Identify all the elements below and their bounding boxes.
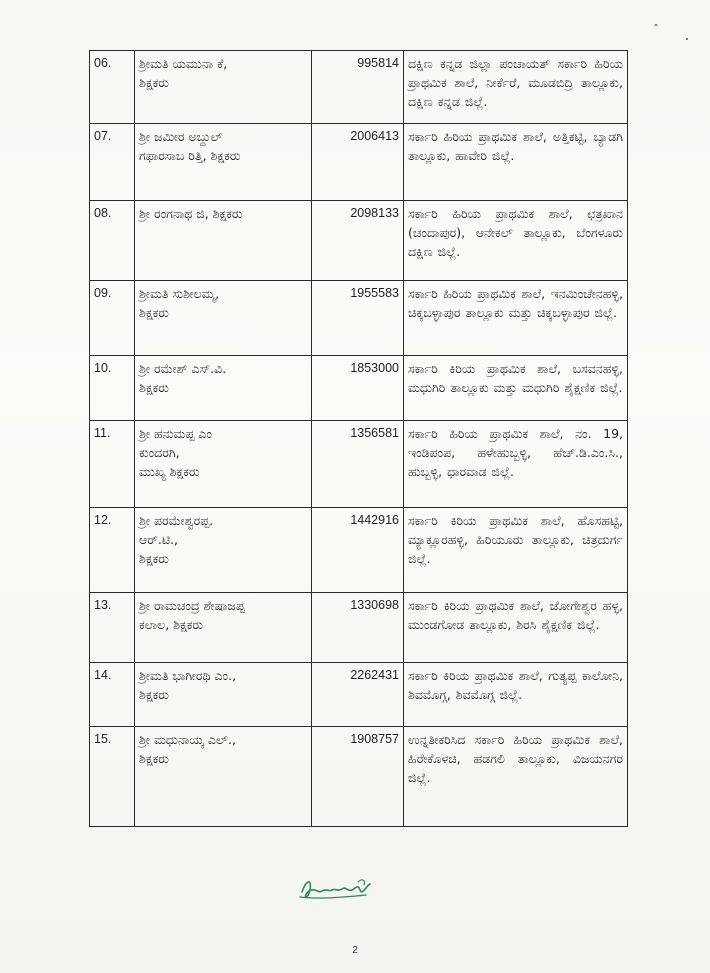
teacher-name: ಶ್ರೀ ಪರಮೇಶ್ವರಪ್ಪ. — [139, 513, 214, 528]
serial-number: 09. — [90, 281, 135, 356]
teacher-name: ಶ್ರೀ ಹನುಮಪ್ಪ ಎಂ — [139, 426, 212, 441]
teacher-id: 2098133 — [312, 201, 404, 281]
teacher-name-continued: ಆರ್.ಟಿ., — [139, 532, 178, 547]
teacher-name: ಶ್ರೀ ಮಧುನಾಯ್ಕ ಎಲ್., — [139, 732, 236, 747]
school-address: ಸರ್ಕಾರಿ ಕಿರಿಯ ಪ್ರಾಥಮಿಕ ಶಾಲೆ, ಜೋಗೇಶ್ವರ ಹಳ್ಳ, ಮುಂಡಗೋಡ ತಾಲ್ಲೂಕು, ಶಿರಸಿ ಶೈಕ್ಷಣಿಕ ಜಿಲ್ಲೆ. — [404, 593, 628, 663]
table-row — [90, 356, 628, 421]
teacher-id: 1356581 — [312, 421, 404, 508]
serial-number: 06. — [90, 51, 135, 124]
serial-number: 10. — [90, 356, 135, 421]
teacher-name-cell — [135, 663, 312, 727]
teacher-id: 1908757 — [312, 727, 404, 827]
teacher-designation: ಕಲಾಲ, ಶಿಕ್ಷಕರು — [139, 617, 204, 632]
school-address: ಉನ್ನತೀಕರಿಸಿದ ಸರ್ಕಾರಿ ಹಿರಿಯ ಪ್ರಾಥಮಿಕ ಶಾಲೆ, ಹಿರೇಕೊಳಚಿ, ಹಡಗಲಿ ತಾಲ್ಲೂಕು, ವಿಜಯನಗರ ಜಿಲ್ಲೆ. — [404, 727, 628, 827]
teacher-designation: ಶಿಕ್ಷಕರು — [139, 380, 169, 395]
page-number: 2 — [352, 945, 358, 956]
teacher-designation: ಮುಖ್ಯ ಶಿಕ್ಷಕರು — [139, 464, 200, 479]
table-row — [90, 281, 628, 356]
table-row — [90, 593, 628, 663]
school-address: ಸರ್ಕಾರಿ ಕಿರಿಯ ಪ್ರಾಥಮಿಕ ಶಾಲೆ, ಬಸವನಹಳ್ಳಿ, ಮಧುಗಿರಿ ತಾಲ್ಲೂಕು ಮತ್ತು ಮಧುಗಿರಿ ಶೈಕ್ಷಣಿಕ ಜಿಲ್ಲೆ. — [404, 356, 628, 421]
teacher-name-cell — [135, 727, 312, 827]
teacher-name: ಶ್ರೀಮತಿ ಯಮುನಾ ಕೆ, — [139, 56, 228, 71]
teacher-designation: ಶಿಕ್ಷಕರು — [139, 305, 169, 320]
school-address: ದಕ್ಷಿಣ ಕನ್ನಡ ಜಿಲ್ಲಾ ಪಂಚಾಯತ್ ಸರ್ಕಾರಿ ಹಿರಿಯ ಪ್ರಾಥಮಿಕ ಶಾಲೆ, ನೀರ್ಕೆರೆ, ಮೂಡಬಿದ್ರಿ ತಾಲ್ಲೂಕು, ದಕ್ಷಿಣ ಕನ್ನಡ ಜಿಲ್ಲೆ. — [404, 51, 628, 124]
teacher-name: ಶ್ರೀ ರಾಮಚಂದ್ರ ಶೇಷಾಜಪ್ಪ — [139, 598, 245, 613]
teacher-name-cell — [135, 51, 312, 124]
teacher-id: 1330698 — [312, 593, 404, 663]
serial-number: 13. — [90, 593, 135, 663]
teacher-designation: ಶಿಕ್ಷಕರು — [139, 551, 169, 566]
signature — [296, 872, 380, 906]
teacher-id: 2006413 — [312, 124, 404, 201]
teachers-table — [89, 50, 628, 827]
school-address: ಸರ್ಕಾರಿ ಕಿರಿಯ ಪ್ರಾಥಮಿಕ ಶಾಲೆ, ಗುತ್ಯಪ್ಪ ಕಾಲೋನಿ, ಶಿವಮೊಗ್ಗ, ಶಿವಮೊಗ್ಗ ಜಿಲ್ಲೆ. — [404, 663, 628, 727]
table-row — [90, 663, 628, 727]
teacher-name-cell — [135, 508, 312, 593]
table-row — [90, 508, 628, 593]
school-address: ಸರ್ಕಾರಿ ಹಿರಿಯ ಪ್ರಾಥಮಿಕ ಶಾಲೆ, ನಂ. 19, ಇಂಡಿಪಂಪ, ಹಳೇಹುಬ್ಬಳ್ಳಿ, ಹೆಚ್.ಡಿ.ಎಂ.ಸಿ., ಹುಬ್ಬಳ್ಳಿ, ಧಾರವಾಡ ಜಿಲ್ಲೆ. — [404, 421, 628, 508]
serial-number: 12. — [90, 508, 135, 593]
teacher-name-cell — [135, 281, 312, 356]
serial-number: 11. — [90, 421, 135, 508]
teacher-designation: ಶಿಕ್ಷಕರು — [139, 751, 169, 766]
teacher-designation: ಶಿಕ್ಷಕರು — [139, 687, 169, 702]
teacher-name: ಶ್ರೀಮತಿ ಸುಶೀಲಮ್ಮ, — [139, 286, 220, 301]
teacher-name: ಶ್ರೀ ರಮೇಶ್ ಎಸ್.ವಿ. — [139, 361, 227, 376]
teacher-id: 1442916 — [312, 508, 404, 593]
table-row — [90, 51, 628, 124]
table-row — [90, 727, 628, 827]
teacher-id: 1955583 — [312, 281, 404, 356]
table-row — [90, 201, 628, 281]
paper-speck — [655, 24, 657, 26]
serial-number: 14. — [90, 663, 135, 727]
school-address: ಸರ್ಕಾರಿ ಕಿರಿಯ ಪ್ರಾಥಮಿಕ ಶಾಲೆ, ಹೊಸಹಟ್ಟಿ, ಮ್ಯಾಕ್ಲೂರಹಳ್ಳಿ, ಹಿರಿಯೂರು ತಾಲ್ಲೂಕು, ಚಿತ್ರದುರ್ಗ ಜಿಲ್ಲೆ. — [404, 508, 628, 593]
teacher-name-continued: ಕುಂದರಗಿ, — [139, 445, 180, 460]
teacher-name: ಶ್ರೀಮತಿ ಭಾಗೀರಥಿ ಎಂ., — [139, 668, 237, 683]
school-address: ಸರ್ಕಾರಿ ಹಿರಿಯ ಪ್ರಾಥಮಿಕ ಶಾಲೆ, ಛತ್ರಖಾನ (ಚಂದಾಪುರ), ಆನೇಕಲ್ ತಾಲ್ಲೂಕು, ಬೆಂಗಳೂರು ದಕ್ಷಿಣ ಜಿಲ್ಲೆ. — [404, 201, 628, 281]
teacher-designation: ಶಿಕ್ಷಕರು — [139, 75, 169, 90]
school-address: ಸರ್ಕಾರಿ ಹಿರಿಯ ಪ್ರಾಥಮಿಕ ಶಾಲೆ, ಇನಮಿಂಚೇನಹಳ್ಳಿ, ಚಿಕ್ಕಬಳ್ಳಾಪುರ ತಾಲ್ಲೂಕು ಮತ್ತು ಚಿಕ್ಕಬಳ್ಳಾಪುರ ಜಿಲ್ಲೆ. — [404, 281, 628, 356]
paper-speck — [686, 38, 688, 40]
teacher-designation: ಗಫಾರಸಾಬ ರಿತ್ತಿ, ಶಿಕ್ಷಕರು — [139, 148, 241, 163]
serial-number: 08. — [90, 201, 135, 281]
table-row — [90, 124, 628, 201]
teacher-name-cell — [135, 124, 312, 201]
school-address: ಸರ್ಕಾರಿ ಹಿರಿಯ ಪ್ರಾಥಮಿಕ ಶಾಲೆ, ಅತ್ತಿಕಟ್ಟಿ, ಬ್ಯಾಡಗಿ ತಾಲ್ಲೂಕು, ಹಾವೇರಿ ಜಿಲ್ಲೆ. — [404, 124, 628, 201]
teacher-name-cell — [135, 421, 312, 508]
teacher-name: ಶ್ರೀ ಜಮೀರ ಅಬ್ದುಲ್ — [139, 129, 223, 144]
serial-number: 07. — [90, 124, 135, 201]
teacher-name-cell — [135, 356, 312, 421]
teacher-name: ಶ್ರೀ ರಂಗನಾಥ ಜಿ, ಶಿಕ್ಷಕರು — [139, 206, 243, 221]
serial-number: 15. — [90, 727, 135, 827]
table-row — [90, 421, 628, 508]
teacher-id: 995814 — [312, 51, 404, 124]
teacher-name-cell — [135, 593, 312, 663]
teacher-name-cell — [135, 201, 312, 281]
teacher-id: 1853000 — [312, 356, 404, 421]
teacher-id: 2262431 — [312, 663, 404, 727]
